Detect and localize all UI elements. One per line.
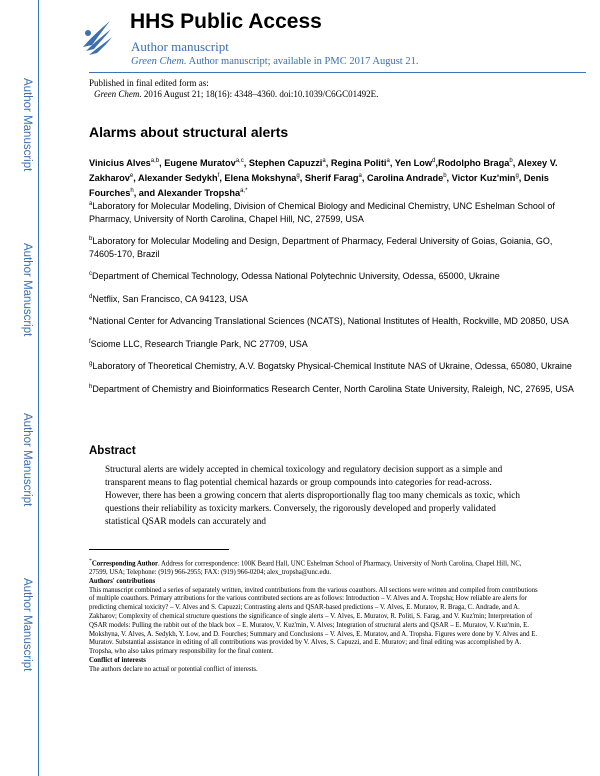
affiliation-mark: c [89, 271, 92, 277]
sidebar-divider [38, 0, 39, 776]
affiliation-text: Laboratory for Molecular Modeling and Design, Department of Pharmacy, Federal University of Goias, Goiania, GO, 74605-170, Brazil [89, 236, 553, 259]
sidebar-label: Author Manuscript [21, 243, 33, 337]
author-affiliation-mark: b [443, 173, 447, 180]
author-list [89, 155, 569, 200]
citation [89, 89, 378, 100]
journal-availability [131, 56, 418, 67]
author-name: Eugene Muratov [164, 158, 236, 169]
contributions-text: This manuscript combined a series of separately written, invited contributions from the various coauthors. All sections were written and compiled from contributions of multiple coauthors. Primary attributions for the various contributed sections are as follows: Introduction – V. Alves and A. Tropsha; How reliable are alerts for predicting chemical toxicity? – V. Alves and S. Capuzzi; Contrasting alerts and QSAR-based predictions – V. Alves, E. Muratov, R. Braga, C. Andrade, and A. Zakharov; Complexity of chemical structure questions the significance of single alerts – V. Alves, E. Muratov, R. Politi, S. Farag, and V. Kuz'min; Interpretation of QSAR models: Pulling the rabbit out of the black box – E. Muratov, V. Kuz'min, V. Alves; Integration of structural alerts and QSAR – E. Muratov, V. Kuz'min, E. Mokshyna, V. Alves, A. Sedykh, Y. Low, and D. Fourches; Summary and Conclusions – V. Alves, E. Muratov, and A. Tropsha. Figures were done by V. Alves and E. Muratov. Substantial assistance in editing of all contributions was provided by V. Alves, S. Capuzzi, and E. Muratov; and final editing was accomplished by A. Tropsha, who also takes primary responsibility for the final content. [89, 586, 538, 656]
hhs-title: HHS Public Access [130, 10, 322, 33]
author-name: Yen Low [394, 158, 433, 169]
affiliation-text: Sciome LLC, Research Triangle Park, NC 27709, USA [90, 338, 308, 349]
affiliation [89, 291, 579, 306]
author-separator: , [512, 158, 518, 169]
author-name: Alexander Sedykh [137, 173, 218, 184]
author-affiliation-mark: a,b [150, 158, 160, 164]
author-affiliation-mark: d [432, 158, 436, 164]
conflict-heading: Conflict of interests [89, 657, 146, 665]
author-affiliation-mark: a,c [235, 158, 244, 164]
footnote-divider [89, 549, 229, 550]
published-label: Published in final edited form as: [89, 78, 209, 88]
citation-details: 2016 August 21; 18(16): 4348–4360. doi:10.1039/C6GC01492E. [141, 89, 379, 99]
affiliation-text: National Center for Advancing Translational Sciences (NCATS), National Institutes of Health, Rockville, MD 20850, USA [92, 316, 569, 326]
contributions-heading: Authors' contributions [89, 577, 156, 585]
affiliation [89, 233, 579, 260]
hhs-eagle-logo-icon [80, 17, 114, 57]
affiliation [89, 336, 579, 351]
author-affiliation-mark: h [130, 188, 134, 195]
author-name: Stephen Capuzzi [248, 158, 323, 169]
article-title: Alarms about structural alerts [89, 124, 289, 140]
author-separator: , [219, 173, 225, 184]
sidebar [0, 0, 40, 776]
affiliation-text: Laboratory for Molecular Modeling, Division of Chemical Biology and Medicinal Chemistry, UNC Eshelman School of Pharmacy, University of North Carolina, Chapel Hill, NC, 27599, USA [89, 201, 555, 224]
author-separator: , [518, 173, 524, 184]
author-name: Elena Mokshyna [224, 173, 297, 184]
affiliation [89, 358, 579, 373]
author-name: Victor Kuz'min [451, 173, 516, 184]
abstract-text: Structural alerts are widely accepted in chemical toxicology and regulatory decision support as a simple and transparent means to flag potential chemical hazards or group compounds into categories for read-across. However, there has been a growing concern that alerts disproportionally flag too many chemicals as toxic, which questions their reliability as toxicity markers. Conversely, the rigorously developed and properly validated statistical QSAR models can accurately and [105, 464, 520, 526]
header-divider [89, 72, 586, 73]
author-separator: , [299, 173, 305, 184]
author-name: Alexey V. Zakharov [89, 158, 558, 184]
author-separator: , [133, 173, 138, 184]
affiliation-text: Department of Chemical Technology, Odessa National Polytechnic University, Odessa, 65000, Ukraine [92, 271, 500, 281]
author-name: Regina Politi [330, 158, 387, 169]
author-affiliation-mark: g [296, 173, 300, 180]
author-affiliation-mark: a [322, 158, 326, 164]
affiliation-mark: b [89, 236, 93, 242]
abstract-heading: Abstract [89, 445, 136, 457]
author-name: Sherif Farag [304, 173, 359, 184]
affiliation-mark: h [89, 383, 93, 390]
affiliation-text: Laboratory of Theoretical Chemistry, A.V. Bogatsky Physical-Chemical Institute NAS of Ukraine, Odessa, 65080, Ukraine [92, 361, 572, 371]
journal-name: Green Chem. [131, 56, 187, 67]
availability-text: Author manuscript; available in PMC 2017 August 21. [186, 56, 419, 67]
author-affiliation-mark: b [509, 158, 513, 164]
author-name: Alexander Tropsha [157, 188, 241, 199]
author-separator: , and [133, 188, 158, 199]
author-affiliation-mark: f [217, 173, 220, 180]
author-affiliation-mark: a [386, 158, 390, 164]
citation-journal: Green Chem. [94, 89, 142, 99]
conflict-text: The authors declare no actual or potential conflict of interests. [89, 665, 258, 673]
author-separator: , [159, 158, 165, 169]
affiliation-text: Netflix, San Francisco, CA 94123, USA [92, 293, 248, 304]
affiliation-list [89, 198, 579, 403]
author-separator: , [389, 158, 395, 169]
footnotes [89, 557, 539, 675]
author-affiliation-mark: a [358, 173, 362, 180]
author-name: Carolina Andrade [366, 173, 444, 184]
affiliation [89, 268, 579, 283]
author-separator: , [243, 158, 249, 169]
sidebar-label: Author Manuscript [21, 413, 33, 507]
author-separator: , [361, 173, 367, 184]
affiliation-mark: f [89, 338, 91, 345]
author-name: Vinicius Alves [89, 158, 151, 169]
affiliation-mark: g [89, 361, 93, 367]
affiliation-mark: d [89, 293, 93, 300]
sidebar-label: Author Manuscript [21, 78, 33, 172]
affiliation [89, 198, 579, 225]
author-separator: , [325, 158, 331, 169]
corresponding-author-note: *Corresponding Author. Address for correspondence: 100K Beard Hall, UNC Eshelman School of Pharmacy, University of North Carolina, Chapel Hill, NC, 27599, USA; Telephone: (919) 966-2955; FAX: (919) 966-0204; alex_tropsha@unc.edu. [89, 558, 522, 577]
author-name: Rodolpho Braga [437, 158, 510, 169]
publication-info [89, 78, 378, 100]
author-affiliation-mark: g [515, 173, 519, 180]
affiliation [89, 313, 579, 328]
author-manuscript-label: Author manuscript [131, 39, 229, 54]
affiliation-mark: e [89, 316, 93, 322]
author-separator: , [435, 158, 438, 169]
corresponding-author-label: Corresponding Author [91, 560, 158, 568]
author-name: Denis Fourches [89, 173, 549, 199]
sidebar-label: Author Manuscript [21, 578, 33, 672]
affiliation-mark: a [89, 201, 93, 207]
author-separator: , [446, 173, 452, 184]
author-affiliation-mark: e [129, 173, 134, 180]
affiliation [89, 381, 579, 396]
author-affiliation-mark: a,* [240, 188, 248, 195]
affiliation-text: Department of Chemistry and Bioinformatics Research Center, North Carolina State University, Raleigh, NC, 27695, USA [92, 383, 574, 394]
